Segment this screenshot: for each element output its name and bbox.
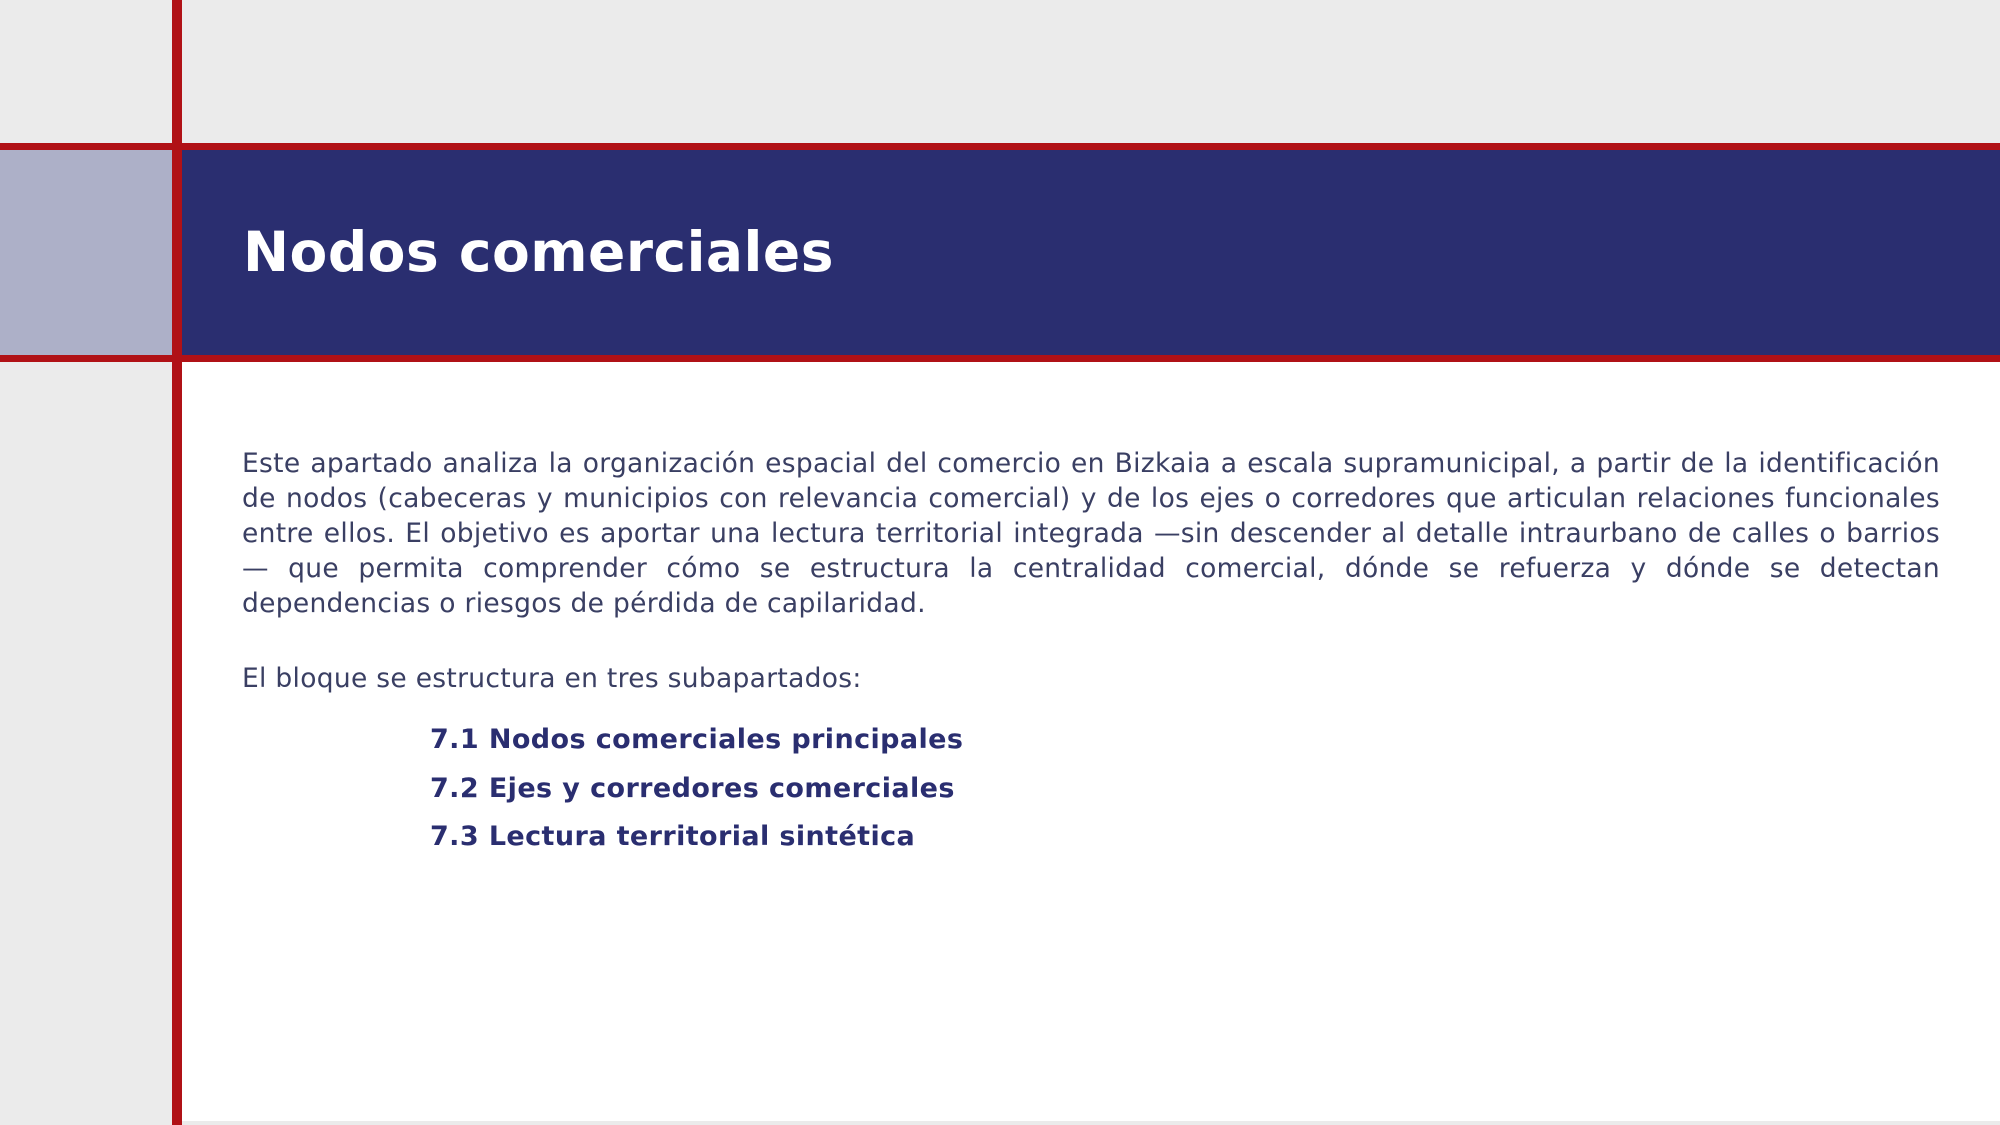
horizontal-rule-top xyxy=(0,143,2000,150)
body-inner xyxy=(182,362,2000,856)
subsection-list xyxy=(242,721,1940,856)
content-area xyxy=(182,362,2000,1125)
title-banner xyxy=(182,150,2000,355)
list-item[interactable]: 7.1 Nodos comerciales principales xyxy=(430,723,964,755)
top-band xyxy=(182,0,2000,143)
structure-paragraph: El bloque se estructura en tres subapartados: xyxy=(242,662,862,694)
left-gutter-top xyxy=(0,0,172,143)
list-item[interactable]: 7.3 Lectura territorial sintética xyxy=(430,821,916,853)
bottom-edge-strip xyxy=(182,1121,2000,1125)
page-title: Nodos comerciales xyxy=(243,220,834,285)
horizontal-rule-bottom xyxy=(0,355,2000,362)
left-gutter-accent-block xyxy=(0,148,172,355)
intro-paragraph: Este apartado analiza la organización espacial del comercio en Bizkaia a escala supramunicipal, a partir de la identificación de nodos (cabeceras y municipios con relevancia comercial) y de los ejes o corredores que articulan relaciones funcionales entre ellos. El objetivo es aportar una lectura territorial integrada —sin descender al detalle intraurbano de calles o barrios— que permita comprender cómo se estructura la centralidad comercial, dónde se refuerza y dónde se detectan dependencias o riesgos de pérdida de capilaridad. xyxy=(242,448,1940,619)
vertical-rule xyxy=(172,0,182,1125)
list-item[interactable]: 7.2 Ejes y corredores comerciales xyxy=(430,772,955,804)
left-gutter-bottom xyxy=(0,360,172,1125)
